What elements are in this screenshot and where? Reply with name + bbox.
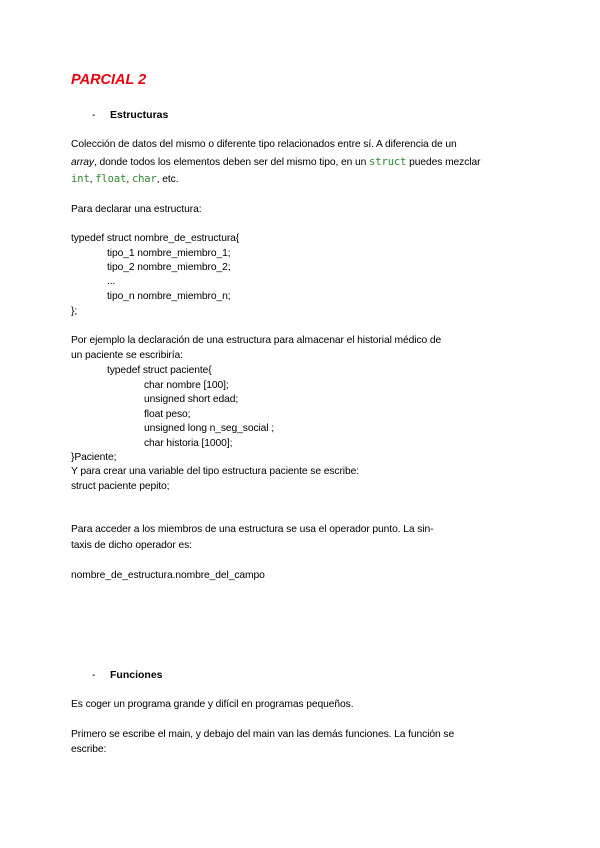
code-line: tipo_n nombre_miembro_n; — [107, 291, 231, 302]
paragraph-line: Por ejemplo la declaración de una estructura para almacenar el historial médico de — [71, 335, 442, 346]
code-line: typedef struct nombre_de_estructura{ — [71, 233, 240, 244]
code-struct: struct — [369, 156, 407, 168]
paragraph-line: Es coger un programa grande y difícil en programas pequeños. — [71, 699, 354, 710]
text-run: , — [126, 174, 132, 185]
heading-label: Funciones — [110, 669, 163, 681]
code-line: tipo_1 nombre_miembro_1; — [107, 248, 231, 259]
paragraph-line: un paciente se escribiría: — [71, 350, 183, 361]
bullet-dash: - — [92, 109, 96, 121]
paragraph-line: Y para crear una variable del tipo estructura paciente se escribe: — [71, 466, 359, 477]
code-char: char — [131, 173, 157, 185]
code-line: char historia [1000]; — [144, 438, 233, 449]
code-line: unsigned short edad; — [144, 394, 239, 405]
code-line: char nombre [100]; — [144, 380, 229, 391]
code-line: nombre_de_estructura.nombre_del_campo — [71, 570, 265, 581]
paragraph-line: escribe: — [71, 744, 107, 755]
paragraph-line: Primero se escribe el main, y debajo del main van las demás funciones. La función se — [71, 729, 455, 740]
code-line: unsigned long n_seg_social ; — [144, 423, 275, 434]
code-line: typedef struct paciente{ — [107, 365, 212, 376]
paragraph-line — [71, 172, 178, 187]
code-line: tipo_2 nombre_miembro_2; — [107, 262, 231, 273]
paragraph-line: Para acceder a los miembros de una estructura se usa el operador punto. La sin- — [71, 524, 434, 535]
code-float: float — [95, 173, 127, 185]
code-line: struct paciente pepito; — [71, 481, 170, 492]
paragraph-line: Colección de datos del mismo o diferente tipo relacionados entre sí. A diferencia de un — [71, 139, 457, 150]
text-run: puedes mezclar — [406, 157, 481, 168]
text-run: , — [89, 174, 96, 185]
code-line: }Paciente; — [71, 452, 117, 463]
text-run: , etc. — [156, 174, 179, 185]
code-int: int — [71, 173, 90, 185]
code-line: }; — [71, 306, 78, 317]
bullet-dash: - — [92, 669, 96, 681]
paragraph-line — [71, 155, 480, 170]
paragraph-line: taxis de dicho operador es: — [71, 540, 192, 551]
page-title: PARCIAL 2 — [71, 72, 147, 88]
code-line: float peso; — [144, 409, 191, 420]
code-line: ... — [107, 276, 116, 287]
paragraph-line: Para declarar una estructura: — [71, 204, 202, 215]
array-term: array — [71, 157, 94, 168]
heading-label: Estructuras — [110, 109, 169, 121]
text-run: , donde todos los elementos deben ser del mismo tipo, en un — [93, 157, 370, 168]
